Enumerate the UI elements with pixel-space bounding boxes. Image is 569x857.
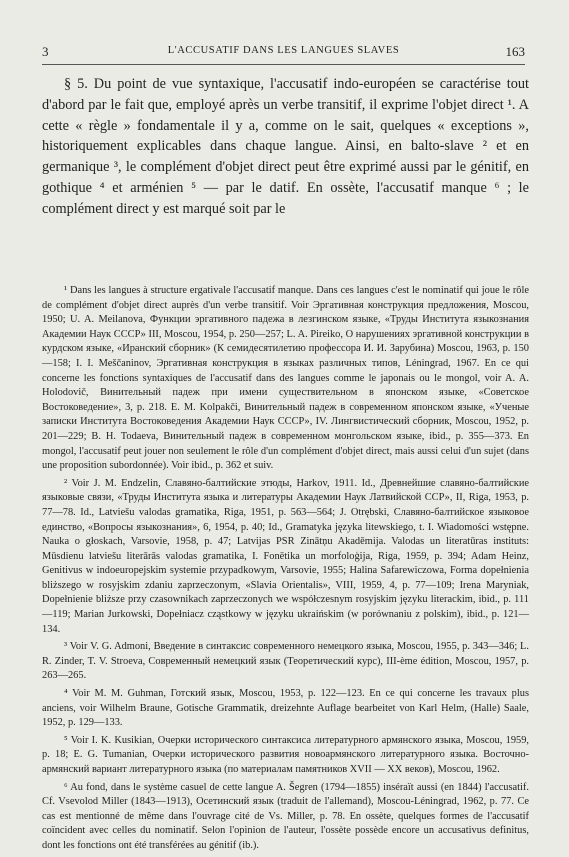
paragraph-text: Du point de vue syntaxique, l'accusatif indo-européen se caractérise tout d'abord par le fait que, employé après un verbe transitif, il exprime l'objet direct ¹. A cette « règle » fondamentale il y a, comme on le sait, quelques « exceptions », historiquement explicables dans chaque langue. Ainsi, en balto-slave ² et en germanique ³, le complément d'objet direct peut être exprimé aussi par le génitif, en gothique ⁴ et arménien ⁵ — par le datif. En ossète, l'accusatif manque ⁶ ; le complément direct y est marqué soit par le [42, 76, 529, 217]
footnote-2: ² Voir J. M. Endzelin, Славяно-балтийские этюды, Harkov, 1911. Id., Древнейшие славяно-балтийские языковые связи, «Труды Института языка и литературы Академии Наук Латвийской ССР», II, Riga, 1953, p. 77—78. Id., Latviešu valodas gramatika, Riga, 1951, p. 563—564; J. Otrębski, Славяно-балтийское языковое единство, «Вопросы языкознания», 6, 1954, p. 40; Id., Gramatyka języka litewskiego, t. I. Wiadomości wstępne. Nauka o głoskach, Varsovie, 1958, p. 47; Latvijas PSR Zinātņu Akadēmija. Valodas un literatūras instituts: Mūsdienu latviešu literārās valodas gramatika, I. Fonētika un morfoloģija, Riga, 1959, p. 394; Adam Heinz, Genitivus w indoeuropejskim systemie przypadkowym, Varsovie, 1955; Halina Safarewiczowa, Forma dopełnienia bliższego w rosyjskim zdaniu zaprzeczonym, «Slavia Orientalis», VIII, 1959, 4, p. 77—109; Irena Maryniak, Dopełnienie bliższe przy czasownikach zaprzeczonych we współczesnym rosyjskim języku literackim, ibid., p. 111—119; Marian Jurkowski, Dopełniacz cząstkowy w języku ukraińskim (w porównaniu z polskim), ibid., p. 121—134. [42, 477, 529, 635]
main-text [42, 74, 529, 220]
footnote-5: ⁵ Voir I. K. Kusikian, Очерки исторического синтаксиса литературного армянского языка, Moscou, 1959, p. 18; E. G. Tumanian, Очерки исторического развития новоармянского литературного языка. Восточно-армянский вариант литературного языка (по материалам памятников XVII — XX веков), Moscou, 1962. [42, 734, 529, 775]
page-number-right: 163 [505, 44, 525, 59]
footnote-4: ⁴ Voir M. M. Guhman, Готский язык, Moscou, 1953, p. 122—123. En ce qui concerne les travaux plus anciens, voir Wilhelm Braune, Gotische Grammatik, dreizehnte Auflage bearbeitet von Karl Helm, (Halle) Saale, 1952, p. 129—133. [42, 688, 529, 729]
page-number-left: 3 [42, 44, 49, 59]
footnote-3: ³ Voir V. G. Admoni, Введение в синтаксис современного немецкого языка, Moscou, 1955, p. 343—346; L. R. Zinder, T. V. Stroeva, Современный немецкий язык (Теоретический курс), III-ème édition, Moscou, 1957, p. 263—265. [42, 641, 529, 682]
header-rule [42, 64, 525, 65]
running-title: L'ACCUSATIF DANS LES LANGUES SLAVES [167, 45, 400, 56]
section-paragraph [42, 74, 529, 220]
footnote-1: ¹ Dans les langues à structure ergativale l'accusatif manque. Dans ces langues c'est le nominatif qui joue le rôle de complément d'objet direct auprès d'un verbe transitif. Voir Эргативная конструкция предложения, Moscou, 1950; U. A. Meilanova, Функции эргативного падежа в лезгинском языке, «Труды Института языкознания Академии Наук СССР» III, Moscou, 1954, p. 250—257; L. A. Pireiko, О нарушениях эргативной конструкции в курдском языке, «Иранский сборник» (К семидесятилетию профессора И. И. Зарубина) Moscou, 1963, p. 150—158; I. I. Meščaninov, Эргативная конструкция в языках различных типов, Léningrad, 1967. En ce qui concerne les fonctions syntaxiques de l'accusatif dans des langues comme le japonais ou le mongol, voir A. A. Holodovič, Винительный падеж при имени существительном в японском языке, «Советское Востоковедение», 3, p. 218. E. M. Kolpakči, Винительный падеж в современном японском языке, «Ученые записки Института Востоковедения Академии Наук СССР», IV. Лингвистический сборник, Moscou, 1952, p. 201—229; B. H. Todaeva, Винительный падеж в современном монгольском языке, ibid., p. 355—373. En mongol, l'accusatif peut jouer non seulement le rôle d'un complément d'objet direct, mais aussi celui d'un sujet (dans une proposition subordonnée). Voir ibid., p. 362 et suiv. [42, 285, 529, 472]
footnote-6: ⁶ Au fond, dans le système casuel de cette langue A. Šegren (1794—1855) inséraït aussi (en 1844) l'accusatif. Cf. Vsevolod Miller (1843—1913), Осетинский язык (traduit de l'allemand), Moscou-Léningrad, 1962, p. 77. Ce cas est mentionné de même dans l'ouvrage cité de Vs. Miller, p. 78. En ossète, quelques formes de l'accusatif coïncident avec celles du nominatif. Selon l'opinion de l'auteur, l'ossète possède encore un accusativus definitus, dont les fonctions ont été transférées au génitif (ib.). [42, 781, 529, 851]
footnotes [42, 284, 529, 857]
running-header [42, 44, 525, 60]
section-number: § 5. [64, 76, 88, 92]
